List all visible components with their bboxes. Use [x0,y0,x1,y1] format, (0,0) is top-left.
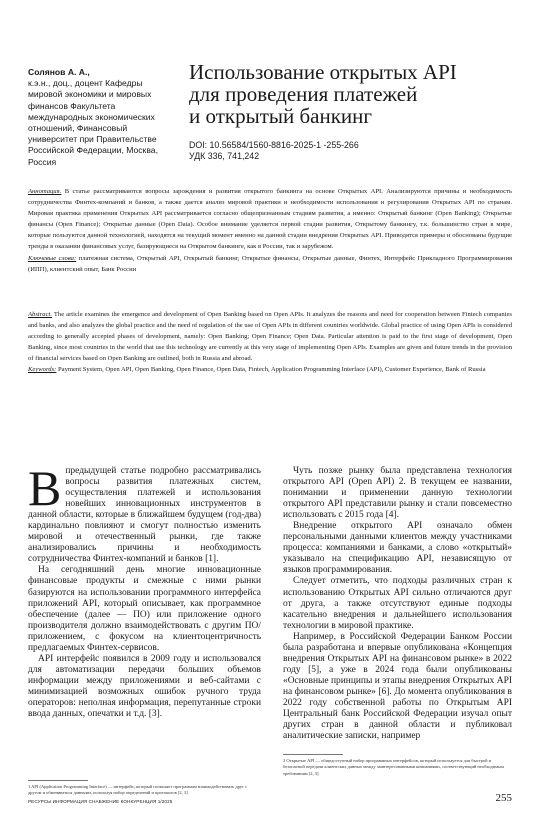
abstract-en-label: Abstract. [28,311,52,318]
keywords-ru-label: Ключевые слова: [28,254,77,262]
author-affiliation-line: к.э.н., доц., доцент Кафедры [28,78,143,89]
abstract-ru [28,186,512,275]
author-affiliation-line: отношений, Финансовый [28,123,128,134]
footnote-divider [28,780,88,781]
abstract-ru-label: Аннотация. [28,188,62,195]
title-line: Использование открытых API [189,60,457,84]
body-paragraph: API интерфейс появился в 2009 году и использовался для автоматизации передачи больших объемов информации между приложениями и веб-сайтами с минимизацией возможных ошибок ручного труда операторов: неполная информация, перепутанные строки ввода данных, опечатки и т.д. [3]. [28,653,261,720]
body-paragraph [28,460,261,565]
page-number: 255 [495,792,512,804]
abstract-ru-body: В статье рассматриваются вопросы зарождения и развития открытого банкинга на основе Открытых API. Анализируются причины и необходимость сотрудничества Финтех-компаний и банков, а также дается анализ мировой практики и необходимости использования и регулирования Открытых API по странам. Мировая практика применения Открытых API рассматривается согласно общепризнанным стадиям развития, а именно: Открытый банкинг (Open Banking); Открытые финансы (Open Finance); Открытые данные (Open Data). Особое внимание уделяется первой стадии развития, Открытому банкингу, т.к. большинство стран в мире, которые пользуются данной технологией, находятся на текущий момент именно на данной стадии внедрения Открытых API. Приводятся примеры и обоснованы будущие тренды в оказании финансовых услуг, базирующиеся на Открытом банкинге, как в России, так и зарубежом. [28,188,512,251]
footnote-1: 1 API (Application Programming Interface) — интерфейс, который позволяет программам взаимодействовать друг с другом и обмениваться данными, используя набор определений и протоколов [2, 3]. [28,784,248,796]
body-column-left [28,460,261,720]
author-affiliation-line: Россия [28,156,57,167]
article-title [189,61,509,127]
author-affiliation-line: финансов Факультета [28,100,116,111]
abstract-ru-text [28,186,512,253]
abstract-en [28,309,512,376]
author-block [28,67,178,168]
keywords-en-label: Keywords: [28,366,57,374]
drop-cap: В [28,460,62,516]
title-line: для проведения платежей [189,82,418,106]
title-line: и открытый банкинг [189,104,373,128]
footnote-2: 2 Открытые API — общедоступный набор программных интерфейсов, который используется для быстрой и безопасной передачи клиентских данных между заинтересованными компаниями, соответствующий необходимым требованиям [2, 3]. [283,758,504,776]
keywords-ru-body: платежная система, Открытый API, Открытый банкинг, Открытые финансы, Открытые данные, Финтех, Интерфейс Прикладного Программирования (ИПП), клиентский опыт, Банк России [28,254,513,273]
author-affiliation-line: мировой экономики и мировых [28,89,152,100]
keywords-en-body: Payment System, Open API, Open Banking, Open Finance, Open Data, Fintech, Application Programming Interface (API), Customer Experience, Bank of Russia [56,366,486,374]
body-paragraph: Чуть позже рынку была представлена технология открытого API (Open API) 2. В текущем ее названии, понимании и применении данную технологии открытого API представили рынку и стали повсеместно использовать с 2015 года [4]. [283,466,512,521]
udc: УДК 336, 741,242 [189,151,260,161]
footnote-divider [283,754,343,755]
body-paragraph: На сегодняшний день многие инновационные финансовые продукты и смежные с ними рынки базируются на использовании программного интерфейса приложений API, который описывает, как программное обеспечение (далее — ПО) или приложение одного производителя должно взаимодействовать с другим ПО/приложением, с фокусом на клиентоцентричность предлагаемых Финтех-сервисов. [28,565,261,653]
body-paragraph: Например, в Российской Федерации Банком России была разработана и впервые опубликована «Концепция внедрения Открытых API на финансовом рынке» в 2022 году [5], а уже в 2024 года были опубликованы «Основные принципы и этапы внедрения Открытых API на финансовом рынке» [6]. До момента опубликования в 2022 году собственной работы по Открытым API Центральный банк Российской Федерации изучал опыт других стран в данной области и публиковал аналитические записки, например [283,631,512,742]
author-affiliation-line: университет при Правительстве [28,134,157,145]
body-paragraph: Внедрение открытого API означало обмен персональными данными клиентов между участниками процесса: компаниями и банками, а слово «открытый» указывало на спецификацию API, независящую от языков программирования. [283,521,512,576]
body-paragraph: Следует отметить, что подходы различных стран к использованию Открытых API сильно отличаются друг от друга, а также отсутствуют единые подходы касательно внедрения и дальнейшего использования технологии в мировой практике. [283,576,512,631]
paragraph-text: предыдущей статье подробно рассматривались вопросы развития платежных систем, осуществления платежей и использования новейших инновационных инструментов в данной области, которые в ближайшем будущем (год-два) кардинально повлияют и смогут полностью изменить мировой и отечественный рынки, где также анализировались причины и необходимость сотрудничества Финтех-компаний и банков [1]. [28,466,261,565]
author-name: Солянов А. А., [28,67,90,77]
doi: DOI: 10.56584/1560-8816-2025-1 -255-266 [189,140,359,150]
running-footer: РЕСУРСЫ ИНФОРМАЦИЯ СНАБЖЕНИЕ КОНКУРЕНЦИЯ 1/2025 [28,799,173,804]
abstract-en-body: The article examines the emergence and development of Open Banking based on Open APIs. It analyzes the reasons and need for cooperation between Fintech companies and banks, and also analyzes the global practice and the need of regulation of the use of Open APIs in different countries worldwide. Global practice of using Open APIs is considered according to generally accepted phases of development, namely: Open Banking; Open Finance; Open Data. Particular attention is paid to the first stage of development, Open Banking, since most countries in the world that use this technology are currently at this very stage of implementing Open APIs. Examples are given and future trends in the provision of financial services based on Open Banking are outlined, both in Russia and abroad. [28,311,512,363]
doi-block [189,140,359,162]
body-column-right [283,466,512,742]
author-affiliation-line: Российской Федерации, Москва, [28,145,158,156]
abstract-en-text [28,309,512,364]
author-affiliation-line: международных экономических [28,111,155,122]
keywords-ru [28,253,512,275]
keywords-en [28,364,512,375]
